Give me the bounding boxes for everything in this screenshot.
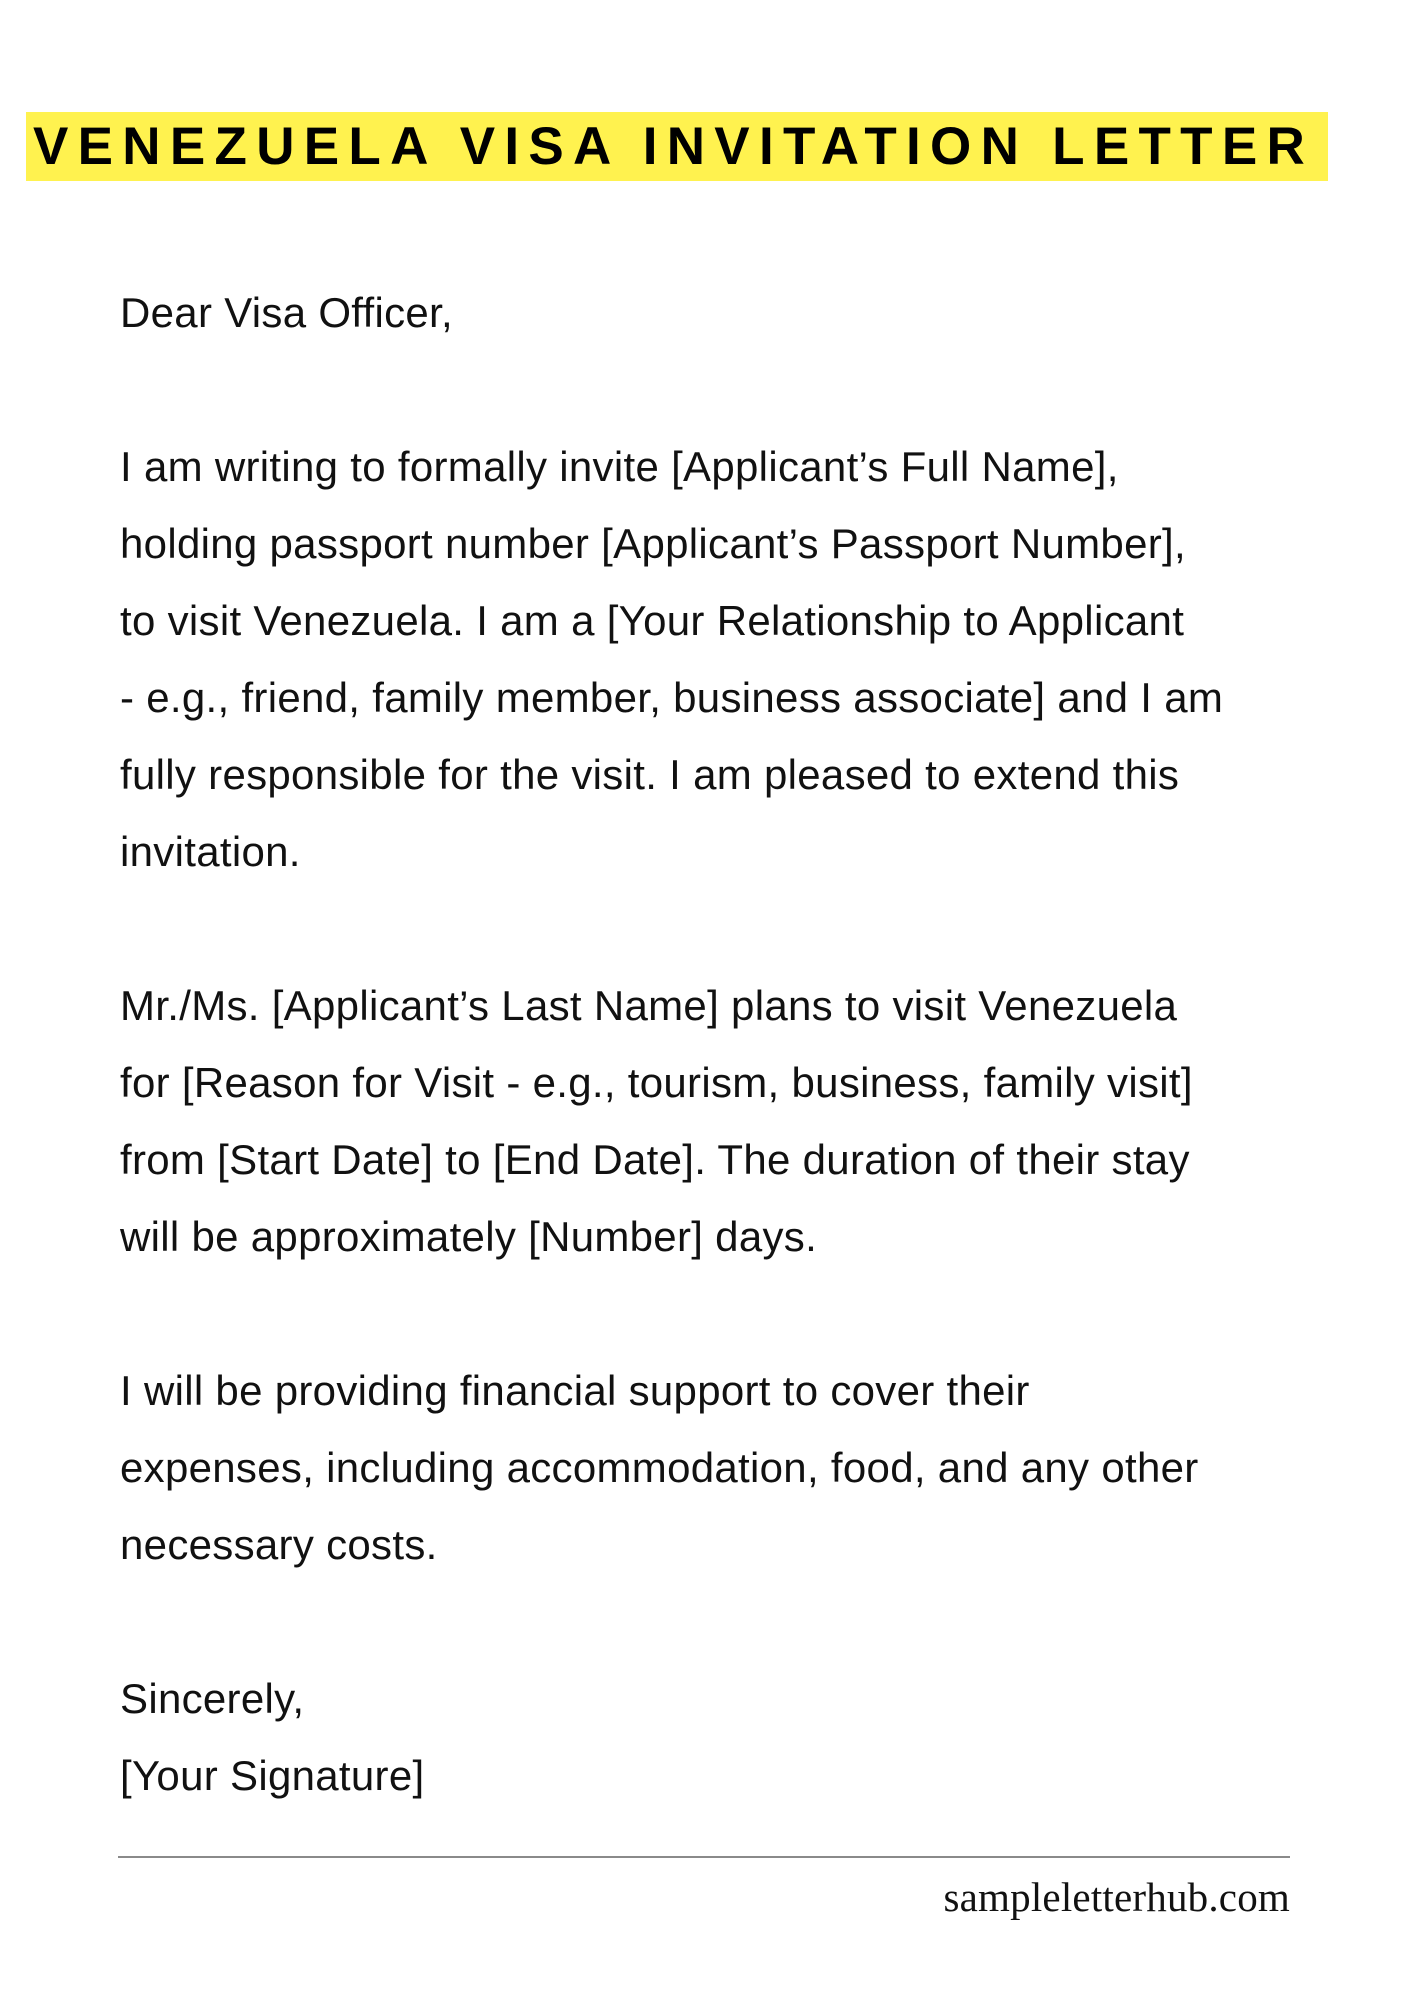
signature-placeholder: [Your Signature]	[120, 1752, 425, 1799]
paragraph-line: expenses, including accommodation, food, and any other	[120, 1444, 1199, 1491]
paragraph-line: I will be providing financial support to cover their	[120, 1367, 1030, 1414]
footer-site-name: sampleletterhub.com	[943, 1874, 1290, 1920]
blank-line	[120, 1275, 1380, 1352]
blank-line	[120, 351, 1380, 428]
paragraph-line: holding passport number [Applicant’s Passport Number],	[120, 520, 1186, 567]
paragraph-line: from [Start Date] to [End Date]. The duration of their stay	[120, 1136, 1190, 1183]
paragraph-line: for [Reason for Visit - e.g., tourism, business, family visit]	[120, 1059, 1193, 1106]
footer-divider	[118, 1856, 1290, 1858]
paragraph-line: I am writing to formally invite [Applicant’s Full Name],	[120, 443, 1119, 490]
paragraph-invitation	[120, 428, 1380, 890]
paragraph-line: Mr./Ms. [Applicant’s Last Name] plans to visit Venezuela	[120, 982, 1178, 1029]
blank-line	[120, 890, 1380, 967]
paragraph-visit-details	[120, 967, 1380, 1275]
paragraph-line: necessary costs.	[120, 1521, 438, 1568]
paragraph-line: to visit Venezuela. I am a [Your Relationship to Applicant	[120, 597, 1185, 644]
paragraph-line: invitation.	[120, 828, 301, 875]
salutation: Dear Visa Officer,	[120, 289, 453, 336]
blank-line	[120, 1583, 1380, 1660]
page-title: VENEZUELA VISA INVITATION LETTER	[33, 117, 1315, 176]
paragraph-line: - e.g., friend, family member, business associate] and I am	[120, 674, 1224, 721]
letter-body	[120, 274, 1380, 1814]
paragraph-line: fully responsible for the visit. I am pleased to extend this	[120, 751, 1180, 798]
closing: Sincerely,	[120, 1675, 305, 1722]
paragraph-financial-support	[120, 1352, 1380, 1583]
paragraph-line: will be approximately [Number] days.	[120, 1213, 818, 1260]
